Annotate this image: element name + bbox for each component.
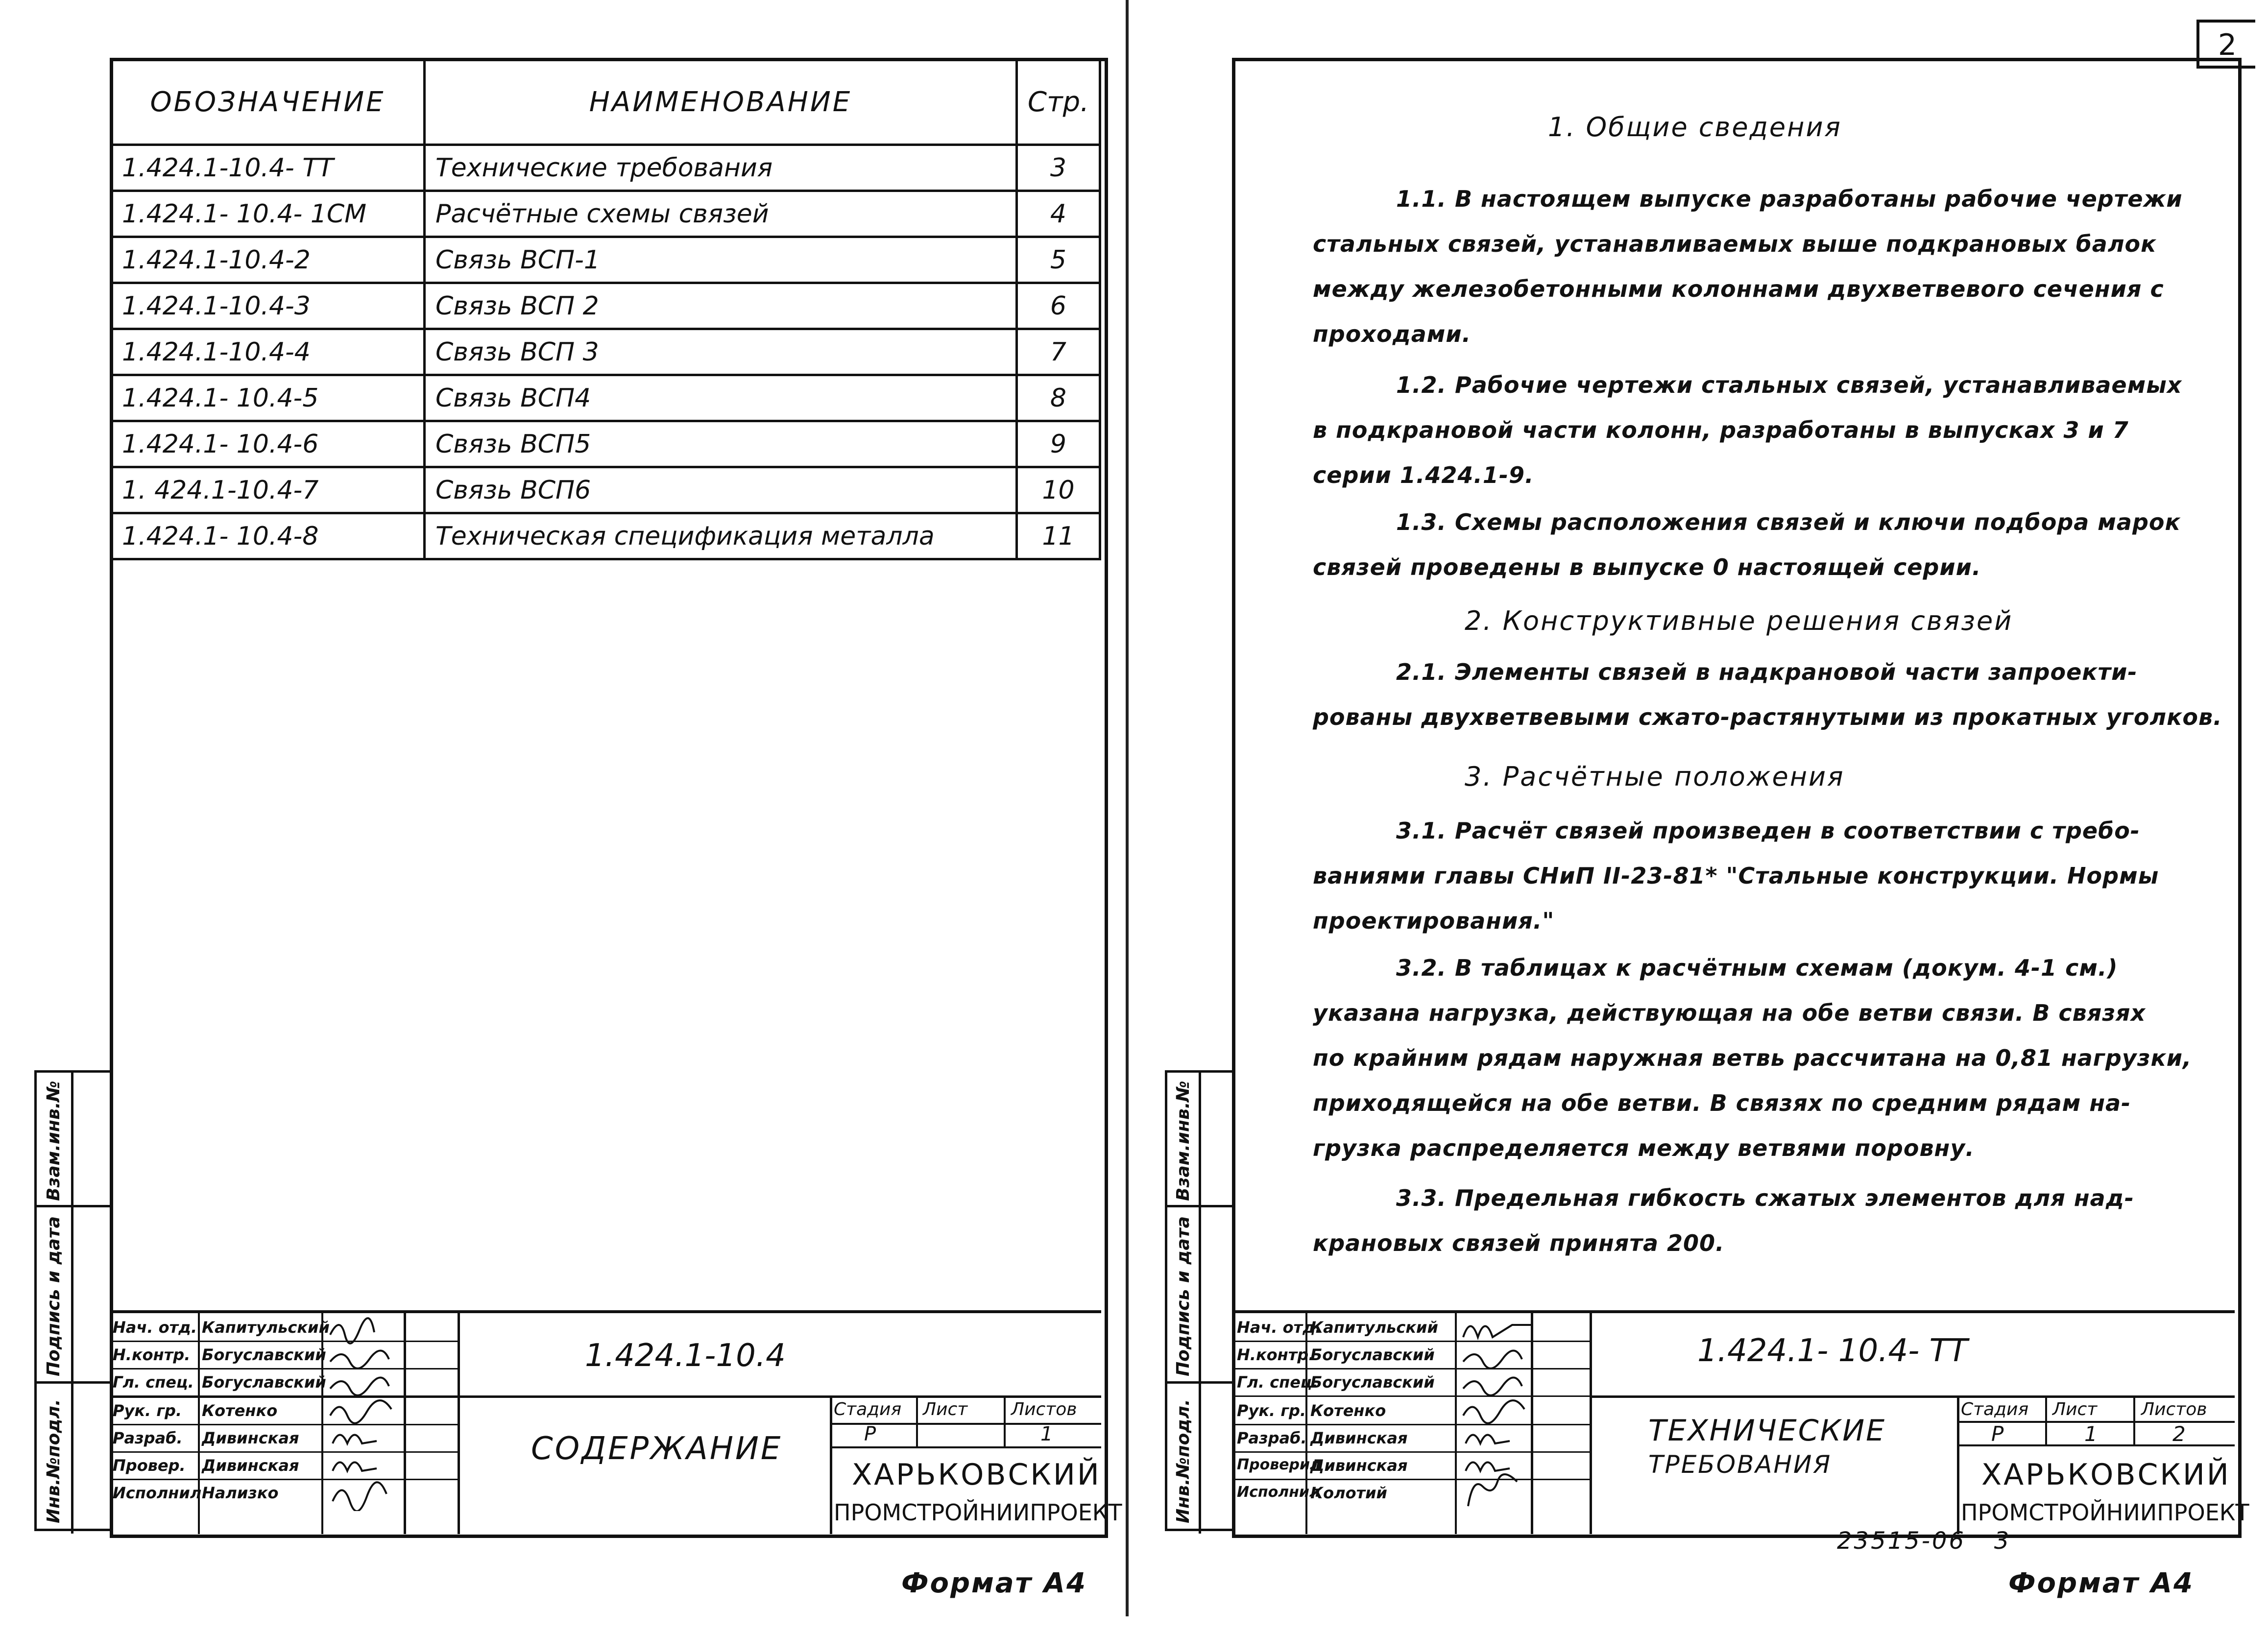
stamp-role: Исполнил xyxy=(1237,1484,1320,1501)
stamp-sheets-value: 1 xyxy=(1040,1423,1053,1445)
stamp-role: Провер. xyxy=(113,1456,186,1475)
heading-constructive: 2. Конструктивные решения связей xyxy=(1465,605,2013,636)
left-title-block xyxy=(110,1310,1122,1531)
para-3-1-line: проектирования." xyxy=(1313,908,1555,934)
stamp-name: Дивинская xyxy=(1310,1429,1408,1447)
stamp-role: Н.контр. xyxy=(113,1345,191,1364)
row-name: Расчётные схемы связей xyxy=(425,191,1017,237)
page-number: 2 xyxy=(2218,28,2237,62)
stamp-sheet-value: 1 xyxy=(2084,1422,2098,1446)
stamp-sheets-value: 2 xyxy=(2172,1422,2186,1446)
contents-table xyxy=(110,58,1101,560)
row-name: Связь ВСП 2 xyxy=(425,283,1017,329)
stamp-name: Богуславский xyxy=(1310,1373,1435,1392)
para-1-3-line: связей проведены в выпуске 0 настоящей серии. xyxy=(1313,554,1981,580)
stamp-role: Исполнил xyxy=(113,1484,202,1502)
stamp-name: Котенко xyxy=(1310,1401,1386,1420)
stamp-stage-label: Стадия xyxy=(834,1399,902,1419)
row-page: 5 xyxy=(1016,237,1100,283)
row-name: Связь ВСП4 xyxy=(425,375,1017,421)
row-page: 4 xyxy=(1016,191,1100,237)
row-name: Техническая спецификация металла xyxy=(425,513,1017,559)
stamp-org-line2: ПРОМСТРОЙНИИПРОЕКТ xyxy=(1961,1499,2249,1526)
left-format-label: Формат А4 xyxy=(901,1567,1087,1599)
table-row xyxy=(111,145,1100,191)
side-label-signature-date: Подпись и дата xyxy=(44,1216,64,1376)
row-page: 9 xyxy=(1016,421,1100,467)
heading-calculation: 3. Расчётные положения xyxy=(1465,761,1845,792)
stamp-name: Капитульский xyxy=(1310,1318,1438,1337)
stamp-stage-value: Р xyxy=(864,1423,876,1445)
stamp-org-line1: ХАРЬКОВСКИЙ xyxy=(1981,1458,2231,1492)
para-3-3-line: 3.3. Предельная гибкость сжатых элементов для над- xyxy=(1396,1185,2134,1211)
side-label-vzam-inv: Взам.инв.№ xyxy=(44,1081,64,1201)
para-2-1-line: 2.1. Элементы связей в надкрановой части запроекти- xyxy=(1396,659,2138,685)
stamp-title-line1: ТЕХНИЧЕСКИЕ xyxy=(1648,1414,1886,1448)
stamp-role: Проверил xyxy=(1237,1456,1321,1473)
sheet-divider xyxy=(1126,0,1129,1616)
stamp-org-line2: ПРОМСТРОЙНИИПРОЕКТ xyxy=(834,1499,1122,1526)
row-name: Технические требования xyxy=(425,145,1017,191)
para-2-1-line: рованы двухветвевыми сжато-растянутыми из прокатных уголков. xyxy=(1313,704,2222,730)
right-format-label: Формат А4 xyxy=(2008,1567,2194,1599)
stamp-title-line2: ТРЕБОВАНИЯ xyxy=(1648,1450,1832,1479)
para-1-2-line: 1.2. Рабочие чертежи стальных связей, устанавливаемых xyxy=(1396,372,2182,398)
stamp-name: Дивинская xyxy=(202,1429,299,1447)
stamp-role: Гл. спец. xyxy=(113,1373,194,1392)
stamp-sheet-label: Лист xyxy=(2052,1399,2098,1419)
header-name: НАИМЕНОВАНИЕ xyxy=(425,59,1017,145)
para-3-1-line: ваниями главы СНиП II-23-81* "Стальные конструкции. Нормы xyxy=(1313,863,2159,889)
right-title-block xyxy=(1232,1310,2249,1531)
para-3-2-line: 3.2. В таблицах к расчётным схемам (докум. 4-1 см.) xyxy=(1396,955,2118,981)
para-1-2-line: в подкрановой части колонн, разработаны в выпусках 3 и 7 xyxy=(1313,417,2129,443)
right-side-strip xyxy=(1165,1070,1232,1531)
row-code: 1.424.1-10.4- ТТ xyxy=(111,145,425,191)
row-name: Связь ВСП 3 xyxy=(425,329,1017,375)
stamp-title: СОДЕРЖАНИЕ xyxy=(531,1431,783,1467)
side-label-vzam-inv: Взам.инв.№ xyxy=(1173,1081,1193,1201)
side-label-inv-podl: Инв.№подл. xyxy=(44,1399,64,1523)
para-3-1-line: 3.1. Расчёт связей произведен в соответствии с требо- xyxy=(1396,817,2140,844)
row-page: 8 xyxy=(1016,375,1100,421)
stamp-name: Богуславский xyxy=(202,1345,326,1364)
archive-number: 23515-06 3 xyxy=(1837,1527,2011,1555)
stamp-stage-label: Стадия xyxy=(1961,1399,2029,1419)
left-side-strip xyxy=(34,1070,110,1531)
stamp-doc-code: 1.424.1- 10.4- ТТ xyxy=(1697,1333,1968,1369)
table-row xyxy=(111,421,1100,467)
row-code: 1.424.1- 10.4- 1СМ xyxy=(111,191,425,237)
heading-general: 1. Общие сведения xyxy=(1548,112,1842,143)
contents-header-row xyxy=(111,59,1100,145)
para-3-2-line: грузка распределяется между ветвями поровну. xyxy=(1313,1135,1975,1161)
row-page: 7 xyxy=(1016,329,1100,375)
stamp-name: Дивинская xyxy=(202,1456,299,1475)
stamp-name: Капитульский xyxy=(202,1318,330,1337)
stamp-role: Нач. отд. xyxy=(113,1318,197,1337)
row-code: 1.424.1-10.4-2 xyxy=(111,237,425,283)
row-page: 3 xyxy=(1016,145,1100,191)
stamp-stage-value: Р xyxy=(1991,1422,2004,1446)
side-label-inv-podl: Инв.№подл. xyxy=(1173,1399,1193,1523)
para-1-1-line: стальных связей, устанавливаемых выше подкрановых балок xyxy=(1313,231,2157,257)
row-code: 1.424.1- 10.4-5 xyxy=(111,375,425,421)
stamp-name: Дивинская xyxy=(1310,1456,1408,1475)
para-1-2-line: серии 1.424.1-9. xyxy=(1313,462,1534,488)
table-row xyxy=(111,191,1100,237)
table-row xyxy=(111,329,1100,375)
stamp-role: Разраб. xyxy=(113,1429,183,1447)
para-3-3-line: крановых связей принята 200. xyxy=(1313,1230,1725,1256)
table-row xyxy=(111,237,1100,283)
stamp-name: Колотий xyxy=(1310,1484,1387,1502)
stamp-name: Нализко xyxy=(202,1484,279,1502)
page-number-box xyxy=(2196,20,2255,69)
stamp-name: Богуславский xyxy=(1310,1345,1435,1364)
row-code: 1. 424.1-10.4-7 xyxy=(111,467,425,513)
para-1-1-line: проходами. xyxy=(1313,321,1472,347)
stamp-org-line1: ХАРЬКОВСКИЙ xyxy=(852,1458,1101,1492)
row-page: 10 xyxy=(1016,467,1100,513)
stamp-sheet-label: Лист xyxy=(923,1399,968,1419)
row-code: 1.424.1- 10.4-8 xyxy=(111,513,425,559)
row-name: Связь ВСП5 xyxy=(425,421,1017,467)
para-1-1-line: между железобетонными колоннами двухветвевого сечения с xyxy=(1313,276,2164,302)
para-3-2-line: по крайним рядам наружная ветвь рассчитана на 0,81 нагрузки, xyxy=(1313,1045,2192,1071)
stamp-name: Котенко xyxy=(202,1401,278,1420)
para-1-3-line: 1.3. Схемы расположения связей и ключи подбора марок xyxy=(1396,509,2181,535)
stamp-role: Разраб. xyxy=(1237,1429,1307,1447)
para-3-2-line: приходящейся на обе ветви. В связях по средним рядам на- xyxy=(1313,1090,2131,1116)
signature-marks xyxy=(1458,1315,1551,1511)
stamp-role: Н.контр. xyxy=(1237,1345,1315,1364)
row-name: Связь ВСП6 xyxy=(425,467,1017,513)
stamp-name: Богуславский xyxy=(202,1373,326,1392)
row-page: 11 xyxy=(1016,513,1100,559)
para-1-1-line: 1.1. В настоящем выпуске разработаны рабочие чертежи xyxy=(1396,186,2183,212)
header-designation: ОБОЗНАЧЕНИЕ xyxy=(111,59,425,145)
row-name: Связь ВСП-1 xyxy=(425,237,1017,283)
side-label-signature-date: Подпись и дата xyxy=(1173,1216,1193,1376)
table-row xyxy=(111,513,1100,559)
row-code: 1.424.1- 10.4-6 xyxy=(111,421,425,467)
stamp-role: Рук. гр. xyxy=(113,1401,182,1420)
table-row xyxy=(111,375,1100,421)
stamp-role: Гл. спец. xyxy=(1237,1373,1318,1392)
row-page: 6 xyxy=(1016,283,1100,329)
row-code: 1.424.1-10.4-3 xyxy=(111,283,425,329)
table-row xyxy=(111,467,1100,513)
stamp-doc-code: 1.424.1-10.4 xyxy=(585,1338,786,1374)
signature-marks xyxy=(325,1315,404,1511)
table-row xyxy=(111,283,1100,329)
stamp-sheets-label: Листов xyxy=(2141,1399,2207,1419)
stamp-sheets-label: Листов xyxy=(1011,1399,1077,1419)
stamp-role: Нач. отд. xyxy=(1237,1318,1322,1337)
stamp-role: Рук. гр. xyxy=(1237,1401,1306,1420)
header-page: Стр. xyxy=(1016,59,1100,145)
para-3-2-line: указана нагрузка, действующая на обе ветви связи. В связях xyxy=(1313,1000,2146,1026)
row-code: 1.424.1-10.4-4 xyxy=(111,329,425,375)
